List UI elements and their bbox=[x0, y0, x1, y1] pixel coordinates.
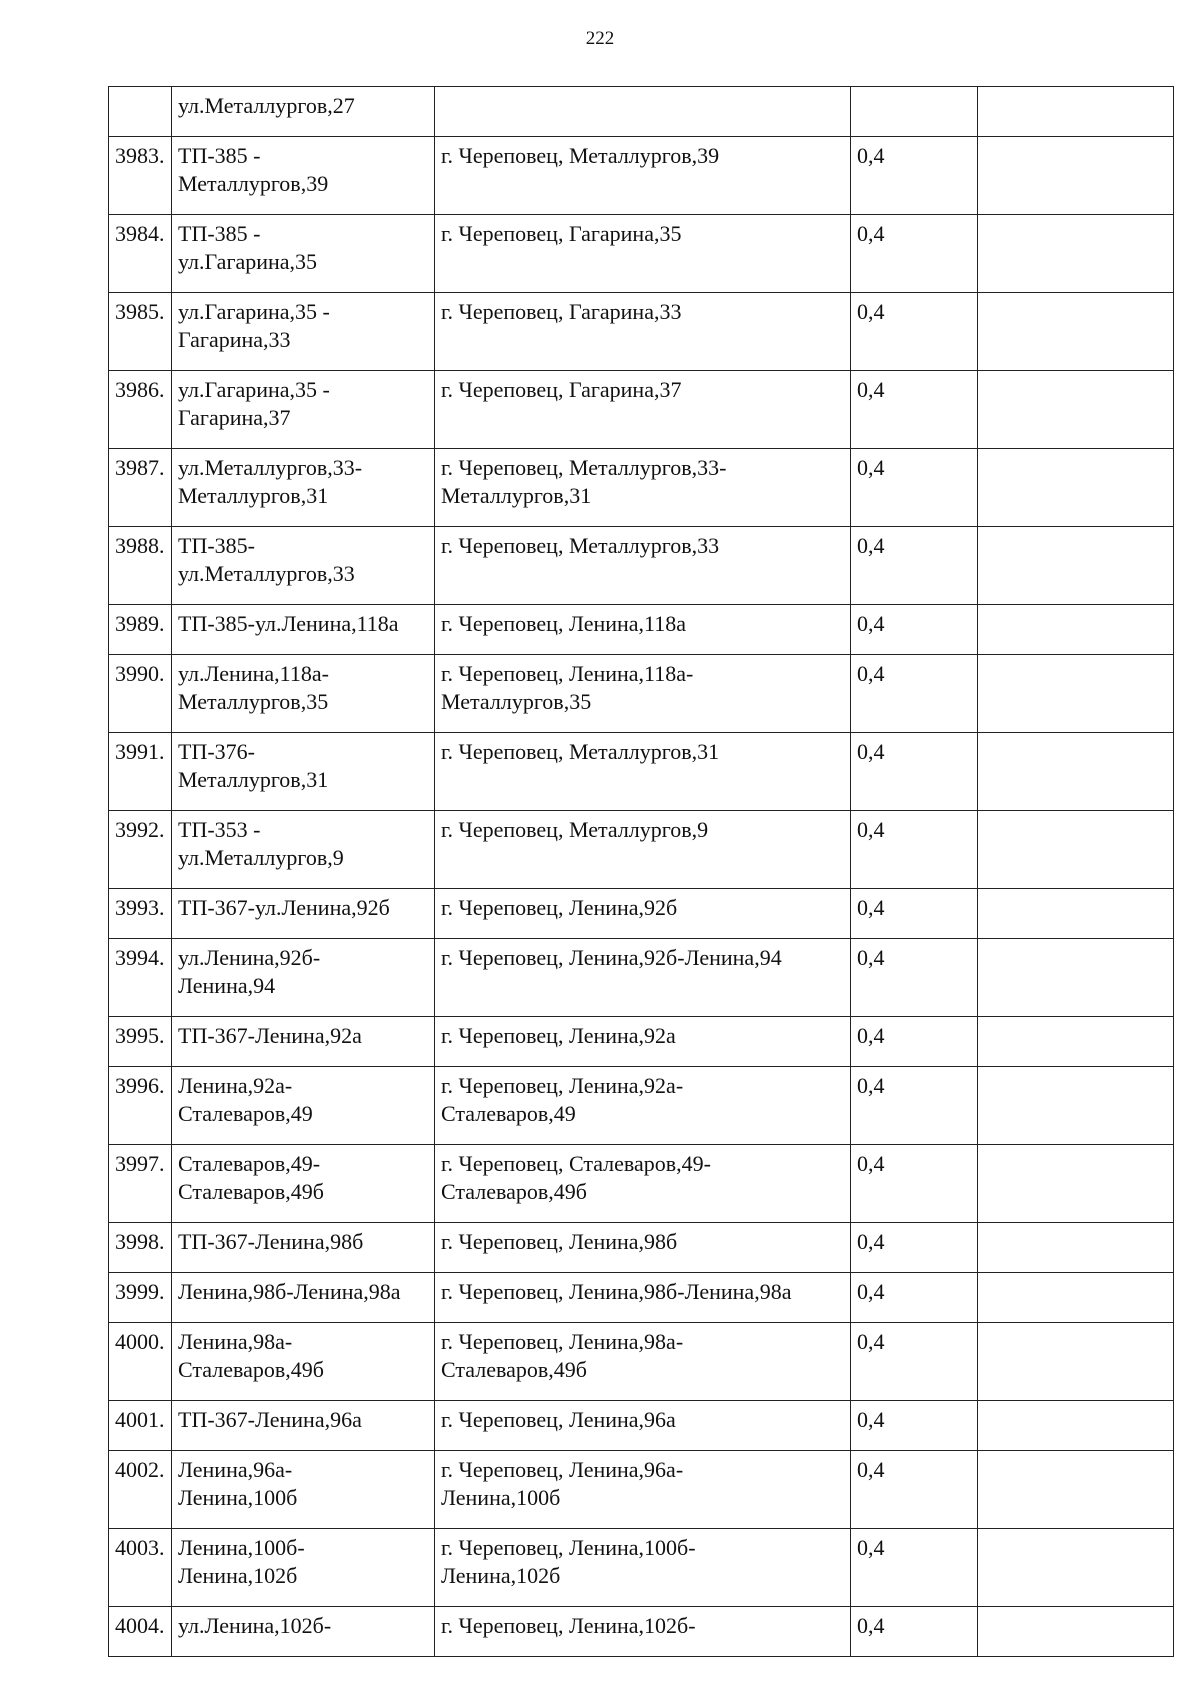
line-name-cell: Ленина,98б-Ленина,98а bbox=[172, 1273, 435, 1323]
note-cell bbox=[978, 939, 1174, 1017]
address-cell: г. Череповец, Ленина,92а- Сталеваров,49 bbox=[435, 1067, 851, 1145]
note-cell bbox=[978, 1401, 1174, 1451]
voltage-cell bbox=[851, 87, 978, 137]
voltage-cell: 0,4 bbox=[851, 527, 978, 605]
line-name-cell: ул.Гагарина,35 - Гагарина,37 bbox=[172, 371, 435, 449]
table-row bbox=[109, 87, 1174, 137]
row-number-cell: 3988. bbox=[109, 527, 172, 605]
line-name-cell: Ленина,100б- Ленина,102б bbox=[172, 1529, 435, 1607]
table-row bbox=[109, 371, 1174, 449]
line-name-cell: ул.Ленина,92б- Ленина,94 bbox=[172, 939, 435, 1017]
row-number-cell bbox=[109, 87, 172, 137]
address-cell: г. Череповец, Ленина,98б-Ленина,98а bbox=[435, 1273, 851, 1323]
note-cell bbox=[978, 137, 1174, 215]
note-cell bbox=[978, 1607, 1174, 1657]
note-cell bbox=[978, 811, 1174, 889]
line-name-cell: ТП-367-Ленина,98б bbox=[172, 1223, 435, 1273]
line-name-cell: Сталеваров,49- Сталеваров,49б bbox=[172, 1145, 435, 1223]
address-cell: г. Череповец, Гагарина,37 bbox=[435, 371, 851, 449]
address-cell: г. Череповец, Металлургов,33- Металлургов,31 bbox=[435, 449, 851, 527]
row-number-cell: 3994. bbox=[109, 939, 172, 1017]
table-row bbox=[109, 527, 1174, 605]
address-cell: г. Череповец, Ленина,118а bbox=[435, 605, 851, 655]
line-name-cell: Ленина,98а- Сталеваров,49б bbox=[172, 1323, 435, 1401]
line-name-cell: ТП-385- ул.Металлургов,33 bbox=[172, 527, 435, 605]
table-row bbox=[109, 1017, 1174, 1067]
note-cell bbox=[978, 215, 1174, 293]
address-cell: г. Череповец, Ленина,100б- Ленина,102б bbox=[435, 1529, 851, 1607]
table-row bbox=[109, 1529, 1174, 1607]
row-number-cell: 3997. bbox=[109, 1145, 172, 1223]
address-cell: г. Череповец, Ленина,98б bbox=[435, 1223, 851, 1273]
address-cell: г. Череповец, Металлургов,9 bbox=[435, 811, 851, 889]
voltage-cell: 0,4 bbox=[851, 811, 978, 889]
table-row bbox=[109, 1223, 1174, 1273]
line-name-cell: ул.Металлургов,27 bbox=[172, 87, 435, 137]
address-cell: г. Череповец, Ленина,98а- Сталеваров,49б bbox=[435, 1323, 851, 1401]
voltage-cell: 0,4 bbox=[851, 1323, 978, 1401]
voltage-cell: 0,4 bbox=[851, 293, 978, 371]
address-cell: г. Череповец, Ленина,96а bbox=[435, 1401, 851, 1451]
table-body bbox=[109, 87, 1174, 1657]
address-cell: г. Череповец, Металлургов,39 bbox=[435, 137, 851, 215]
table-row bbox=[109, 811, 1174, 889]
table-row bbox=[109, 449, 1174, 527]
line-name-cell: ТП-367-ул.Ленина,92б bbox=[172, 889, 435, 939]
voltage-cell: 0,4 bbox=[851, 1145, 978, 1223]
line-name-cell: ТП-385-ул.Ленина,118а bbox=[172, 605, 435, 655]
table-row bbox=[109, 215, 1174, 293]
note-cell bbox=[978, 655, 1174, 733]
voltage-cell: 0,4 bbox=[851, 215, 978, 293]
address-cell: г. Череповец, Гагарина,35 bbox=[435, 215, 851, 293]
row-number-cell: 3984. bbox=[109, 215, 172, 293]
objects-table bbox=[108, 86, 1174, 1657]
voltage-cell: 0,4 bbox=[851, 939, 978, 1017]
address-cell: г. Череповец, Металлургов,31 bbox=[435, 733, 851, 811]
table-row bbox=[109, 1451, 1174, 1529]
row-number-cell: 3989. bbox=[109, 605, 172, 655]
table-row bbox=[109, 293, 1174, 371]
line-name-cell: ТП-367-Ленина,92а bbox=[172, 1017, 435, 1067]
line-name-cell: Ленина,92а- Сталеваров,49 bbox=[172, 1067, 435, 1145]
row-number-cell: 3993. bbox=[109, 889, 172, 939]
table-row bbox=[109, 1145, 1174, 1223]
voltage-cell: 0,4 bbox=[851, 371, 978, 449]
note-cell bbox=[978, 449, 1174, 527]
note-cell bbox=[978, 889, 1174, 939]
line-name-cell: ТП-353 - ул.Металлургов,9 bbox=[172, 811, 435, 889]
note-cell bbox=[978, 293, 1174, 371]
note-cell bbox=[978, 371, 1174, 449]
voltage-cell: 0,4 bbox=[851, 137, 978, 215]
note-cell bbox=[978, 527, 1174, 605]
voltage-cell: 0,4 bbox=[851, 733, 978, 811]
page-number: 222 bbox=[585, 28, 615, 49]
table-row bbox=[109, 733, 1174, 811]
voltage-cell: 0,4 bbox=[851, 1067, 978, 1145]
row-number-cell: 4003. bbox=[109, 1529, 172, 1607]
note-cell bbox=[978, 1451, 1174, 1529]
line-name-cell: ТП-385 - ул.Гагарина,35 bbox=[172, 215, 435, 293]
note-cell bbox=[978, 1323, 1174, 1401]
address-cell bbox=[435, 87, 851, 137]
note-cell bbox=[978, 1145, 1174, 1223]
line-name-cell: ул.Гагарина,35 - Гагарина,33 bbox=[172, 293, 435, 371]
row-number-cell: 3987. bbox=[109, 449, 172, 527]
address-cell: г. Череповец, Сталеваров,49- Сталеваров,49б bbox=[435, 1145, 851, 1223]
voltage-cell: 0,4 bbox=[851, 1607, 978, 1657]
note-cell bbox=[978, 605, 1174, 655]
line-name-cell: Ленина,96а- Ленина,100б bbox=[172, 1451, 435, 1529]
address-cell: г. Череповец, Ленина,92б-Ленина,94 bbox=[435, 939, 851, 1017]
voltage-cell: 0,4 bbox=[851, 1223, 978, 1273]
table-row bbox=[109, 605, 1174, 655]
voltage-cell: 0,4 bbox=[851, 655, 978, 733]
note-cell bbox=[978, 1067, 1174, 1145]
table-row bbox=[109, 1401, 1174, 1451]
row-number-cell: 3992. bbox=[109, 811, 172, 889]
note-cell bbox=[978, 733, 1174, 811]
line-name-cell: ТП-376- Металлургов,31 bbox=[172, 733, 435, 811]
table-row bbox=[109, 1607, 1174, 1657]
voltage-cell: 0,4 bbox=[851, 1529, 978, 1607]
address-cell: г. Череповец, Ленина,118а- Металлургов,35 bbox=[435, 655, 851, 733]
note-cell bbox=[978, 1273, 1174, 1323]
row-number-cell: 3986. bbox=[109, 371, 172, 449]
note-cell bbox=[978, 1223, 1174, 1273]
row-number-cell: 4001. bbox=[109, 1401, 172, 1451]
row-number-cell: 3999. bbox=[109, 1273, 172, 1323]
table-row bbox=[109, 1273, 1174, 1323]
table-row bbox=[109, 939, 1174, 1017]
voltage-cell: 0,4 bbox=[851, 889, 978, 939]
line-name-cell: ул.Металлургов,33- Металлургов,31 bbox=[172, 449, 435, 527]
note-cell bbox=[978, 87, 1174, 137]
row-number-cell: 4000. bbox=[109, 1323, 172, 1401]
voltage-cell: 0,4 bbox=[851, 1451, 978, 1529]
voltage-cell: 0,4 bbox=[851, 605, 978, 655]
note-cell bbox=[978, 1017, 1174, 1067]
address-cell: г. Череповец, Ленина,102б- bbox=[435, 1607, 851, 1657]
row-number-cell: 3990. bbox=[109, 655, 172, 733]
voltage-cell: 0,4 bbox=[851, 1401, 978, 1451]
table-row bbox=[109, 889, 1174, 939]
row-number-cell: 3996. bbox=[109, 1067, 172, 1145]
voltage-cell: 0,4 bbox=[851, 449, 978, 527]
line-name-cell: ул.Ленина,102б- bbox=[172, 1607, 435, 1657]
address-cell: г. Череповец, Ленина,96а- Ленина,100б bbox=[435, 1451, 851, 1529]
table-row bbox=[109, 1323, 1174, 1401]
row-number-cell: 3991. bbox=[109, 733, 172, 811]
voltage-cell: 0,4 bbox=[851, 1273, 978, 1323]
voltage-cell: 0,4 bbox=[851, 1017, 978, 1067]
row-number-cell: 3995. bbox=[109, 1017, 172, 1067]
row-number-cell: 4004. bbox=[109, 1607, 172, 1657]
table-row bbox=[109, 137, 1174, 215]
address-cell: г. Череповец, Металлургов,33 bbox=[435, 527, 851, 605]
row-number-cell: 3998. bbox=[109, 1223, 172, 1273]
table-row bbox=[109, 1067, 1174, 1145]
line-name-cell: ТП-385 - Металлургов,39 bbox=[172, 137, 435, 215]
address-cell: г. Череповец, Гагарина,33 bbox=[435, 293, 851, 371]
line-name-cell: ул.Ленина,118а- Металлургов,35 bbox=[172, 655, 435, 733]
address-cell: г. Череповец, Ленина,92а bbox=[435, 1017, 851, 1067]
line-name-cell: ТП-367-Ленина,96а bbox=[172, 1401, 435, 1451]
row-number-cell: 3985. bbox=[109, 293, 172, 371]
row-number-cell: 4002. bbox=[109, 1451, 172, 1529]
address-cell: г. Череповец, Ленина,92б bbox=[435, 889, 851, 939]
note-cell bbox=[978, 1529, 1174, 1607]
row-number-cell: 3983. bbox=[109, 137, 172, 215]
table-row bbox=[109, 655, 1174, 733]
